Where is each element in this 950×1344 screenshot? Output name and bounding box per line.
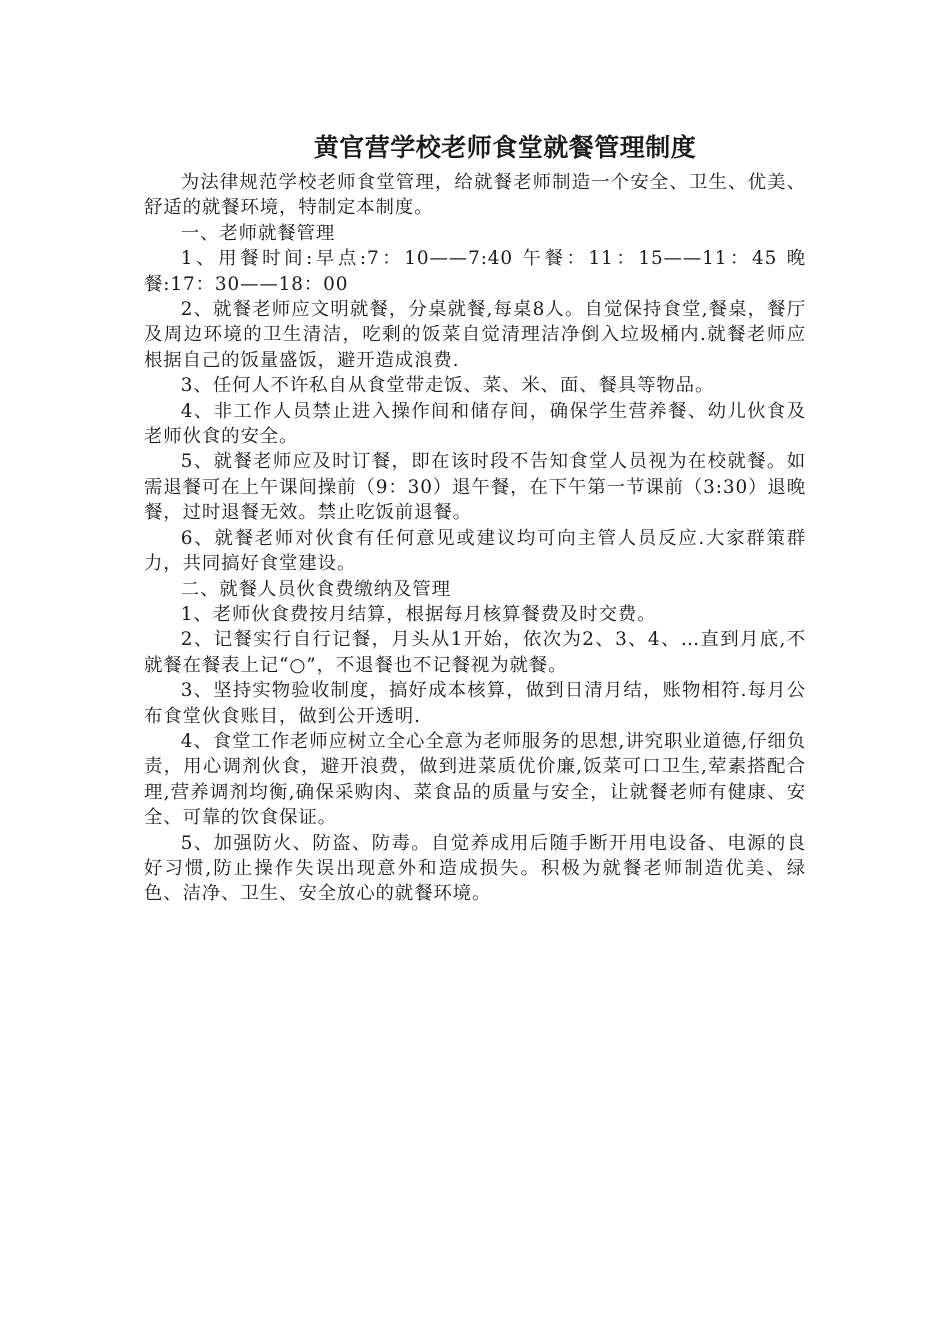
rule-paragraph: 1、用餐时间:早点:7：10——7:40 午餐：11：15——11：45 晚餐:17：30——18：00 bbox=[144, 248, 806, 295]
document-page bbox=[144, 128, 806, 907]
rule-paragraph: 3、任何人不许私自从食堂带走饭、菜、米、面、餐具等物品。 bbox=[180, 375, 715, 397]
rule-paragraph: 4、食堂工作老师应树立全心全意为老师服务的思想,讲究职业道德,仔细负责，用心调剂伙食，避开浪费，做到进菜质优价廉,饭菜可口卫生,荤素搭配合理,营养调剂均衡,确保采购肉、菜食品的质量与安全，让就餐老师有健康、安全、可靠的饮食保证。 bbox=[144, 730, 806, 829]
section-heading-1: 一、老师就餐管理 bbox=[180, 222, 336, 244]
rule-paragraph: 5、加强防火、防盗、防毒。自觉养成用后随手断开用电设备、电源的良好习惯,防止操作失误出现意外和造成损失。积极为就餐老师制造优美、绿色、洁净、卫生、安全放心的就餐环境。 bbox=[144, 832, 806, 905]
rule-paragraph: 3、坚持实物验收制度，搞好成本核算，做到日清月结，账物相符.每月公布食堂伙食账目，做到公开透明. bbox=[144, 680, 806, 727]
rule-paragraph: 2、就餐老师应文明就餐，分桌就餐,每桌8人。自觉保持食堂,餐桌，餐厅及周边环境的卫生清洁，吃剩的饭菜自觉清理洁净倒入垃圾桶内.就餐老师应根据自己的饭量盛饭，避开造成浪费. bbox=[144, 299, 806, 371]
rule-paragraph: 2、记餐实行自行记餐，月头从1开始，依次为2、3、4、…直到月底,不就餐在餐表上记“○”，不退餐也不记餐视为就餐。 bbox=[144, 629, 806, 676]
rule-paragraph: 5、就餐老师应及时订餐，即在该时段不告知食堂人员视为在校就餐。如需退餐可在上午课间操前（9：30）退午餐，在下午第一节课前（3:30）退晚餐，过时退餐无效。禁止吃饭前退餐。 bbox=[144, 451, 806, 524]
rule-paragraph: 4、非工作人员禁止进入操作间和储存间，确保学生营养餐、幼儿伙食及老师伙食的安全。 bbox=[144, 400, 806, 448]
intro-paragraph: 为法律规范学校老师食堂管理，给就餐老师制造一个安全、卫生、优美、舒适的就餐环境，特制定本制度。 bbox=[144, 172, 806, 219]
section-heading-2: 二、就餐人员伙食费缴纳及管理 bbox=[180, 578, 451, 600]
rule-paragraph: 6、就餐老师对伙食有任何意见或建议均可向主管人员反应.大家群策群力，共同搞好食堂建设。 bbox=[144, 527, 806, 575]
rule-paragraph: 1、老师伙食费按月结算，根据每月核算餐费及时交费。 bbox=[180, 603, 657, 625]
document-title: 黄官营学校老师食堂就餐管理制度 bbox=[313, 133, 697, 162]
document-body bbox=[144, 170, 806, 907]
